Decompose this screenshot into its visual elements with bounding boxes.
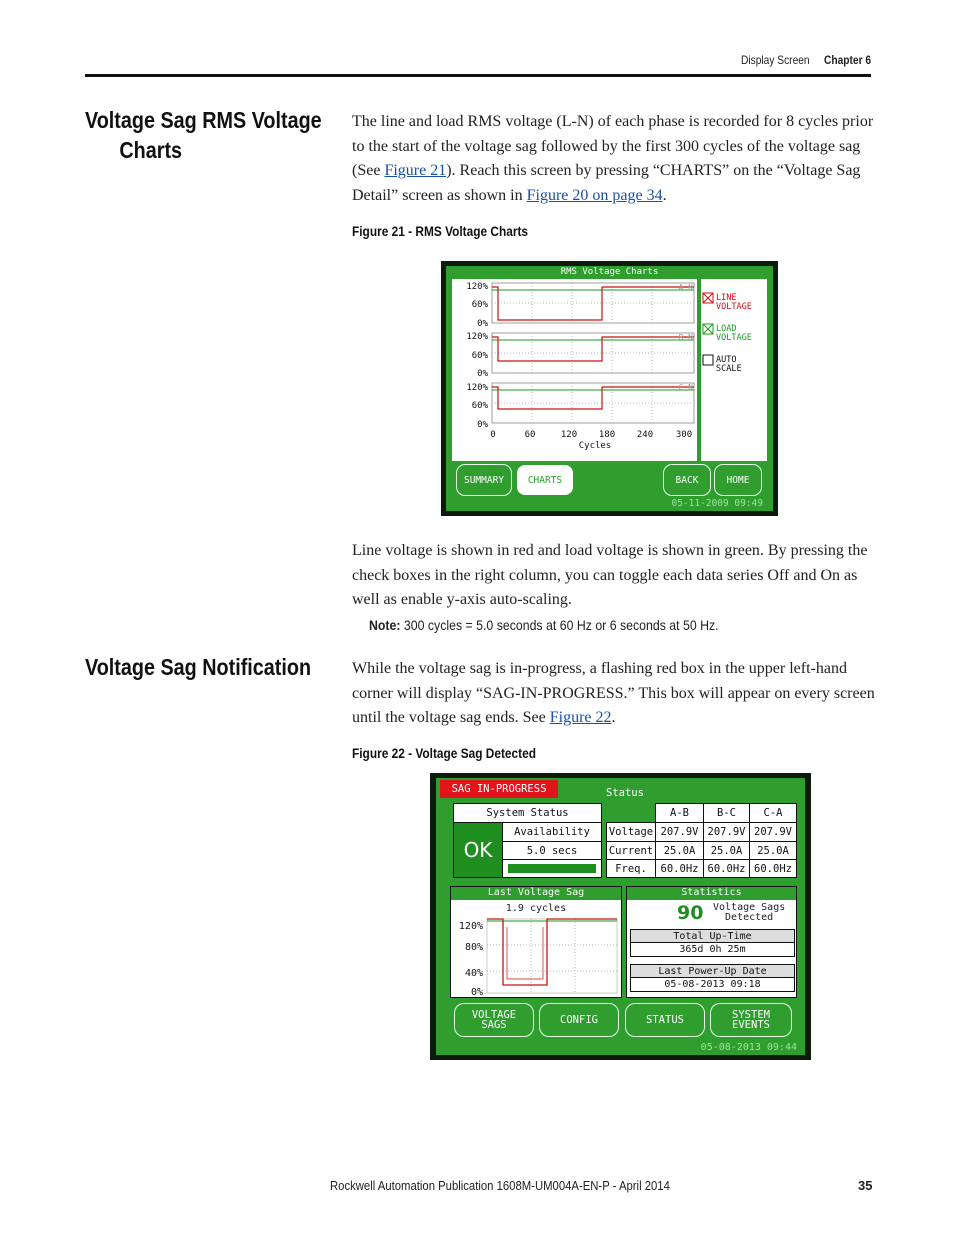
x-tick-label: 240 — [636, 430, 654, 440]
link-figure-20[interactable]: Figure 20 on page 34 — [526, 186, 663, 204]
row-label-voltage: Voltage — [606, 822, 656, 842]
voltage-sags-button[interactable] — [454, 1003, 534, 1037]
timestamp: 05-08-2013 09:44 — [700, 1042, 797, 1053]
load-voltage-checkbox[interactable] — [703, 324, 713, 334]
legend-label: AUTO — [716, 355, 737, 365]
line-voltage-line — [487, 919, 617, 985]
last-sag-panel — [450, 886, 622, 998]
chart-legend — [701, 279, 767, 461]
button-label: VOLTAGE — [471, 1008, 517, 1021]
running-header-section: Display Screen — [741, 53, 810, 67]
statistics-panel — [626, 886, 797, 998]
footer-publication: Rockwell Automation Publication 1608M-UM004A-EN-P - April 2014 — [330, 1178, 670, 1193]
paragraph-rms-intro — [352, 110, 882, 208]
paragraph-notification — [352, 657, 882, 731]
phase-label: C-N — [678, 383, 693, 392]
powerup-value: 05-08-2013 09:18 — [630, 977, 795, 992]
config-button[interactable]: CONFIG — [539, 1003, 619, 1037]
y-tick-label: 0% — [477, 420, 488, 430]
hmi-panel — [436, 778, 805, 1055]
y-tick-label: 120% — [466, 332, 488, 342]
phase-chart-a — [492, 283, 694, 323]
availability-label: Availability — [502, 822, 602, 842]
text-span: . — [611, 709, 616, 726]
last-sag-title: Last Voltage Sag — [451, 887, 621, 900]
line-voltage-checkbox[interactable] — [703, 293, 713, 303]
freq-bc: 60.0Hz — [703, 859, 750, 878]
col-header-bc: B-C — [703, 803, 750, 823]
section-title-line: Charts — [119, 137, 183, 163]
voltage-ca: 207.9V — [749, 822, 797, 842]
col-header-ca: C-A — [749, 803, 797, 823]
text-line: well as enable y-axis auto-scaling. — [352, 591, 572, 608]
x-tick-label: 120 — [560, 430, 578, 440]
phase-chart-b — [492, 333, 694, 373]
figure-21-screen — [441, 261, 778, 516]
note-text: 300 cycles = 5.0 seconds at 60 Hz or 6 seconds at 50 Hz. — [400, 617, 719, 633]
y-tick-label: 60% — [471, 300, 488, 310]
phase-chart-c — [492, 383, 694, 423]
text-line — [352, 159, 882, 184]
y-tick-label: 120% — [466, 282, 488, 292]
text-span: until the voltage sag ends. See — [352, 709, 550, 726]
section-title-line: Voltage Sag RMS Voltage — [85, 107, 322, 133]
legend-label: LINE — [716, 293, 737, 303]
text-line: Voltage Sags — [713, 902, 786, 913]
text-line: to the start of the voltage sag followed by the first 300 cycles of the voltage sag — [352, 137, 861, 155]
x-tick-label: 60 — [524, 430, 536, 440]
status-button[interactable]: STATUS — [625, 1003, 705, 1037]
system-events-button[interactable] — [710, 1003, 792, 1037]
figure-22-screen — [430, 773, 811, 1060]
header-rule — [85, 74, 871, 77]
y-tick-label: 40% — [464, 968, 483, 979]
running-header-chapter: Chapter 6 — [824, 53, 872, 67]
plot-frame — [487, 919, 617, 993]
legend-label: SCALE — [716, 364, 742, 374]
legend-label: VOLTAGE — [716, 333, 752, 343]
voltage-ab: 207.9V — [655, 822, 704, 842]
y-tick-label: 0% — [477, 369, 488, 379]
legend-label: LOAD — [716, 324, 737, 334]
note-label: Note: — [369, 617, 401, 633]
uptime-value: 365d 0h 25m — [630, 942, 795, 957]
freq-ab: 60.0Hz — [655, 859, 704, 878]
auto-scale-checkbox[interactable] — [703, 355, 713, 365]
home-button[interactable]: HOME — [714, 464, 762, 496]
link-figure-21[interactable]: Figure 21 — [384, 162, 447, 179]
y-tick-label: 120% — [466, 383, 488, 393]
back-button[interactable]: BACK — [663, 464, 711, 496]
sag-count: 90 — [677, 902, 704, 924]
sag-in-progress-banner: SAG IN-PROGRESS — [440, 780, 558, 798]
text-line — [352, 184, 882, 209]
y-tick-label: 0% — [470, 987, 483, 998]
text-line: Detected — [725, 912, 774, 923]
line-voltage-detail — [507, 927, 543, 979]
screen-title: RMS Voltage Charts — [560, 267, 659, 277]
figure-22-caption: Figure 22 - Voltage Sag Detected — [352, 746, 536, 761]
text-line — [352, 706, 882, 731]
button-label: EVENTS — [732, 1019, 770, 1031]
last-sag-duration: 1.9 cycles — [505, 903, 567, 914]
phase-label: A-N — [678, 283, 693, 292]
phase-label: B-N — [678, 333, 693, 342]
ok-indicator: OK — [453, 822, 503, 878]
freq-ca: 60.0Hz — [749, 859, 797, 878]
text-line: check boxes in the right column, you can toggle each data series Off and On as — [352, 566, 858, 584]
status-title: Status — [606, 787, 644, 799]
table-corner — [606, 803, 656, 823]
y-tick-label: 60% — [471, 351, 488, 361]
summary-button[interactable]: SUMMARY — [456, 464, 512, 496]
statistics-title: Statistics — [627, 887, 796, 900]
button-label: SYSTEM — [732, 1008, 770, 1021]
row-label-current: Current — [606, 841, 656, 860]
y-tick-label: 120% — [458, 921, 483, 932]
charts-button[interactable]: CHARTS — [516, 464, 574, 496]
y-tick-label: 80% — [464, 942, 483, 953]
button-label: SAGS — [481, 1019, 507, 1031]
last-sag-chart — [451, 887, 623, 999]
current-bc: 25.0A — [703, 841, 750, 860]
legend-label: VOLTAGE — [716, 302, 752, 312]
figure-21-caption: Figure 21 - RMS Voltage Charts — [352, 224, 529, 239]
system-status-header: System Status — [453, 803, 602, 823]
x-tick-label: 0 — [490, 430, 496, 440]
x-axis-label: Cycles — [578, 441, 612, 451]
text-span: Detail” screen as shown in — [352, 186, 527, 204]
text-line: Line voltage is shown in red and load voltage is shown in green. By pressing the — [352, 542, 868, 559]
text-span: (See — [352, 162, 385, 179]
availability-value: 5.0 secs — [502, 841, 602, 860]
page-number: 35 — [858, 1178, 873, 1193]
text-span: ). Reach this screen by pressing “CHARTS” on the “Voltage Sag — [446, 162, 861, 179]
y-tick-label: 0% — [477, 319, 488, 329]
x-tick-label: 300 — [675, 430, 693, 440]
y-tick-label: 60% — [471, 401, 488, 411]
row-label-freq: Freq. — [606, 859, 656, 878]
legend-svg — [701, 279, 767, 461]
rms-chart-svg — [452, 279, 697, 461]
section-title-notification: Voltage Sag Notification — [85, 654, 312, 680]
text-line: While the voltage sag is in-progress, a flashing red box in the upper left-hand — [352, 660, 847, 677]
hmi-panel — [446, 266, 773, 511]
availability-bar-cell — [502, 859, 602, 878]
x-tick-label: 180 — [598, 430, 616, 440]
text-line: The line and load RMS voltage (L-N) of each phase is recorded for 8 cycles prior — [352, 113, 874, 130]
powerup-label: Last Power-Up Date — [630, 964, 795, 978]
uptime-label: Total Up-Time — [630, 929, 795, 943]
text-line: corner will display “SAG-IN-PROGRESS.” This box will appear on every screen — [352, 684, 875, 702]
text-span: . — [662, 186, 667, 204]
link-figure-22[interactable]: Figure 22 — [549, 709, 612, 726]
section-title-rms-charts — [85, 105, 322, 165]
note — [369, 617, 719, 633]
timestamp: 05-11-2009 09:49 — [671, 498, 763, 509]
current-ca: 25.0A — [749, 841, 797, 860]
voltage-bc: 207.9V — [703, 822, 750, 842]
sag-count-label — [713, 903, 785, 923]
paragraph-legend-desc — [352, 539, 882, 613]
col-header-ab: A-B — [655, 803, 704, 823]
current-ab: 25.0A — [655, 841, 704, 860]
availability-bar — [508, 864, 596, 873]
chart-area — [452, 279, 697, 461]
